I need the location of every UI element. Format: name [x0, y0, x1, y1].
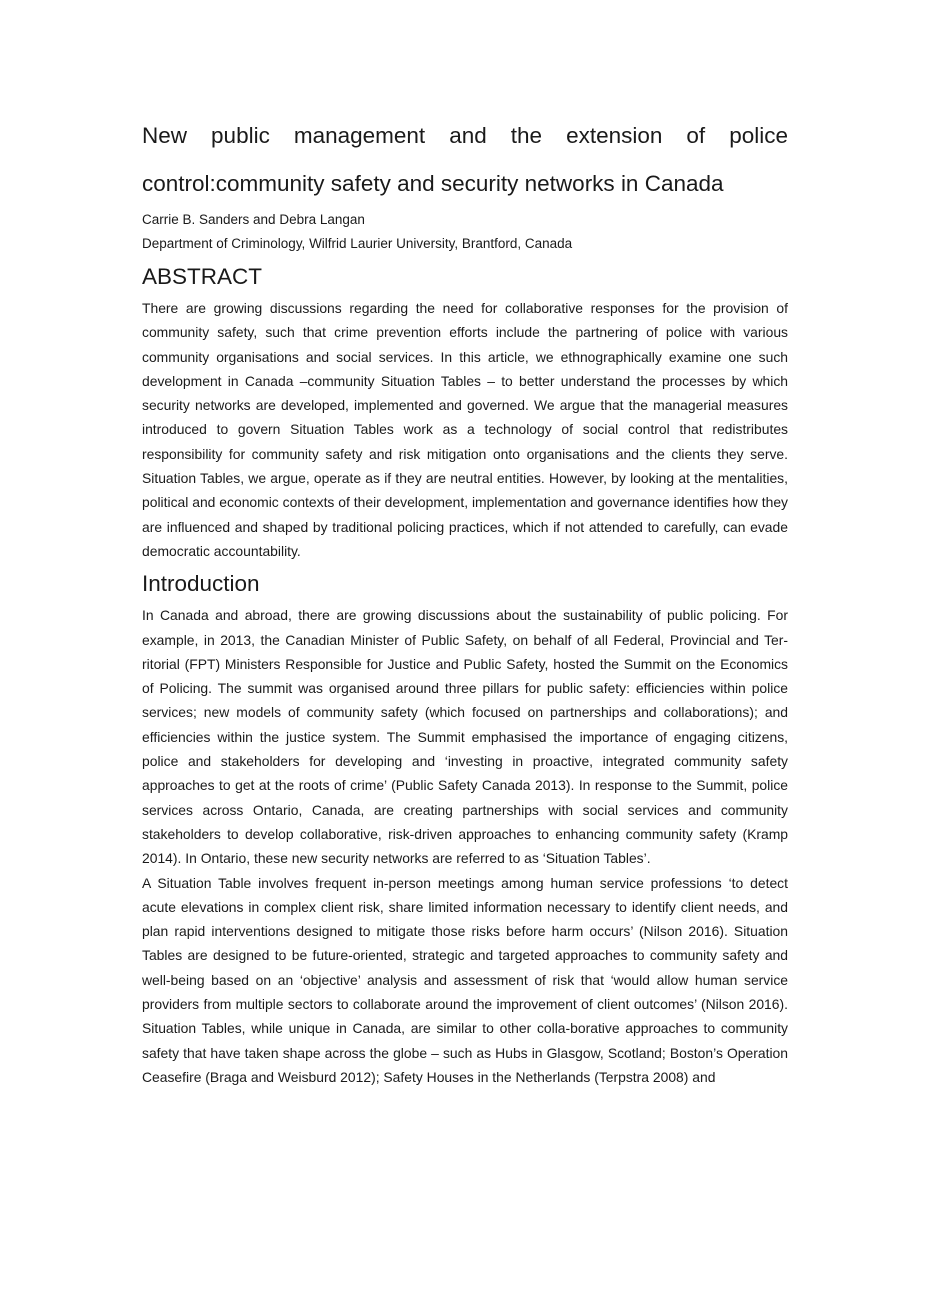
- article-title: New public management and the extension of police control:community safety and security networks in Canada: [142, 123, 788, 196]
- abstract-heading: ABSTRACT: [142, 264, 263, 289]
- article-affiliation: Department of Criminology, Wilfrid Laurier University, Brantford, Canada: [142, 236, 573, 251]
- article-authors: Carrie B. Sanders and Debra Langan: [142, 212, 365, 227]
- introduction-heading: Introduction: [142, 571, 260, 597]
- article-page: [142, 112, 788, 1089]
- introduction-paragraph-1: In Canada and abroad, there are growing discussions about the sustainability of public policing. For example, in 2013, the Canadian Minister of Public Safety, on behalf of all Federal, Provincial and Ter-ritorial (FPT) Ministers Responsible for Justice and Public Safety, hosted the Summit on the Economics of Policing. The summit was organised around three pillars for public safety: efficiencies within police services; new models of community safety (which focused on partnerships and collaborations); and efficiencies within the justice system. The Summit emphasised the importance of engaging citizens, police and stakeholders for developing and ‘investing in proactive, integrated community safety approaches to get at the roots of crime’ (Public Safety Canada 2013). In response to the Summit, police services across Ontario, Canada, are creating partnerships with social services and community stakeholders to develop collaborative, risk-driven approaches to enhancing community safety (Kramp 2014). In Ontario, these new security networks are referred to as ‘Situation Tables’.: [142, 607, 788, 867]
- introduction-paragraph-2: A Situation Table involves frequent in-person meetings among human service professions ‘to detect acute elevations in complex client risk, share limited information necessary to identify client needs, and plan rapid interventions designed to mitigate those risks before harm occurs’ (Nilson 2016). Situation Tables are designed to be future-oriented, strategic and targeted approaches to community safety and well-being based on an ‘objective’ analysis and assessment of risk that ‘would allow human service providers from multiple sectors to collaborate around the improvement of client outcomes’ (Nilson 2016). Situation Tables, while unique in Canada, are similar to other colla-borative approaches to community safety that have taken shape across the globe – such as Hubs in Glasgow, Scotland; Boston’s Operation Ceasefire (Braga and Weisburd 2012); Safety Houses in the Netherlands (Terpstra 2008) and: [142, 874, 788, 1085]
- abstract-text: There are growing discussions regarding the need for collaborative responses for the provision of community safety, such that crime prevention efforts include the partnering of police with various community organisations and social services. In this article, we ethnographically examine one such development in Canada –community Situation Tables – to better understand the processes by which security networks are developed, implemented and governed. We argue that the managerial measures introduced to govern Situation Tables work as a technology of social control that redistributes responsibility for community safety and risk mitigation onto organisations and the clients they serve. Situation Tables, we argue, operate as if they are neutral entities. However, by looking at the mentalities, political and economic contexts of their development, implementation and governance identifies how they are influenced and shaped by traditional policing practices, which if not attended to carefully, can evade democratic accountability.: [142, 300, 788, 559]
